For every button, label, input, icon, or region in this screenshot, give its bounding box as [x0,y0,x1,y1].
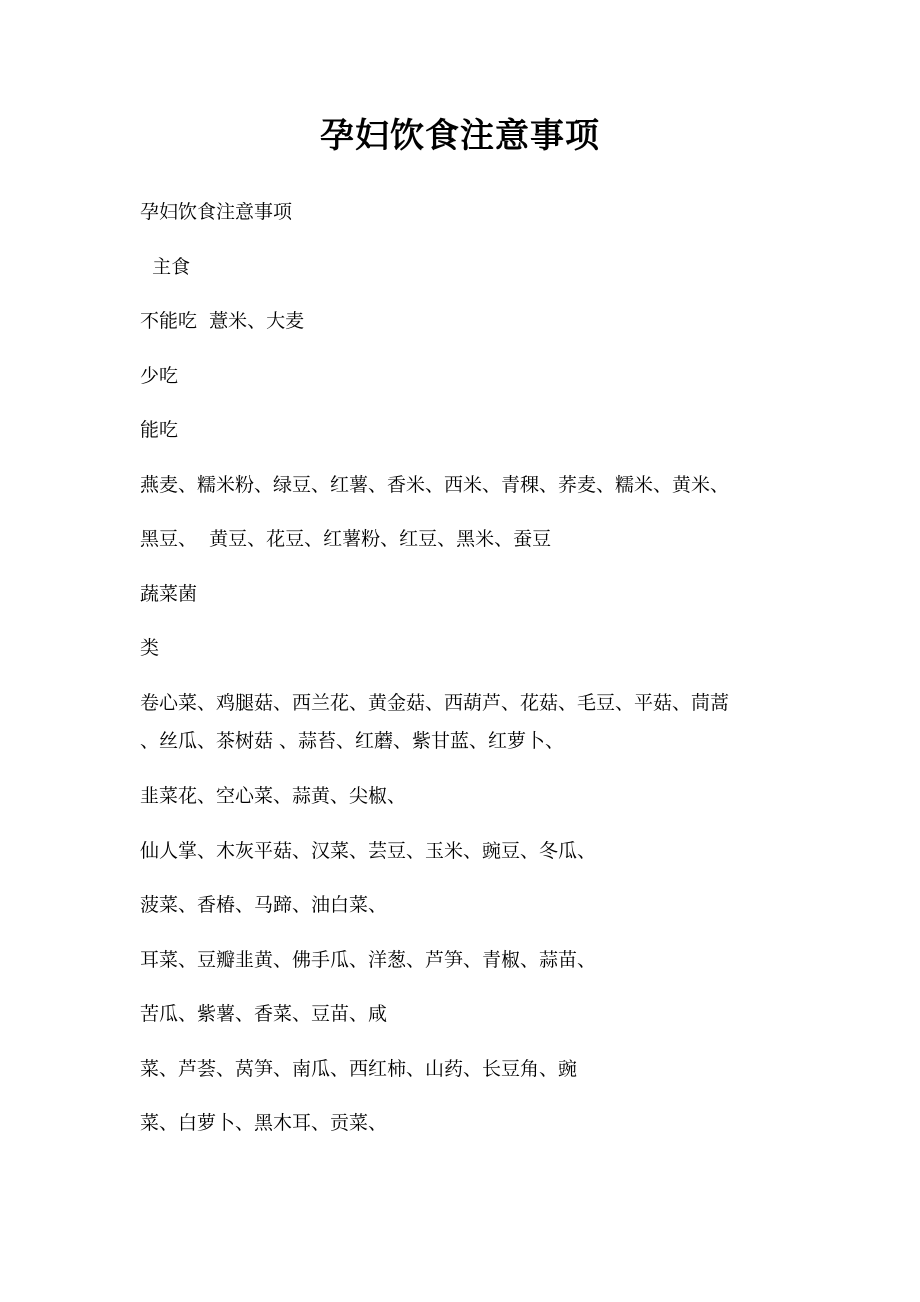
text-line: 黑豆、 黄豆、花豆、红薯粉、红豆、黑米、蚕豆 [140,528,552,550]
text-line: 不能吃 薏米、大麦 [140,310,305,332]
text-line: 耳菜、豆瓣韭黄、佛手瓜、洋葱、芦笋、青椒、蒜苗、 [140,949,597,971]
text-line: 仙人掌、木灰平菇、汉菜、芸豆、玉米、豌豆、冬瓜、 [140,840,597,862]
text-line: 燕麦、糯米粉、绿豆、红薯、香米、西米、青稞、荞麦、糯米、黄米、 [140,474,730,496]
text-line: 菜、白萝卜、黑木耳、贡菜、 [140,1112,388,1134]
text-line: 少吃 [140,365,179,387]
text-line: 孕妇饮食注意事项 [140,201,293,223]
text-line: 类 [140,637,160,659]
text-line: 菜、芦荟、莴笋、南瓜、西红柿、山药、长豆角、豌 [140,1058,578,1080]
text-line: 苦瓜、紫薯、香菜、豆苗、咸 [140,1003,388,1025]
document-title: 孕妇饮食注意事项 [320,116,600,156]
text-line: 卷心菜、鸡腿菇、西兰花、黄金菇、西葫芦、花菇、毛豆、平菇、茼蒿 [140,692,730,714]
text-line: 菠菜、香椿、马蹄、油白菜、 [140,894,388,916]
text-line: 主食 [140,256,191,278]
text-line: 能吃 [140,419,179,441]
text-line: 、丝瓜、茶树菇 、蒜苔、红蘑、紫甘蓝、红萝卜、 [140,730,565,752]
text-line: 蔬菜菌 [140,583,198,605]
text-line: 韭菜花、空心菜、蒜黄、尖椒、 [140,785,407,807]
